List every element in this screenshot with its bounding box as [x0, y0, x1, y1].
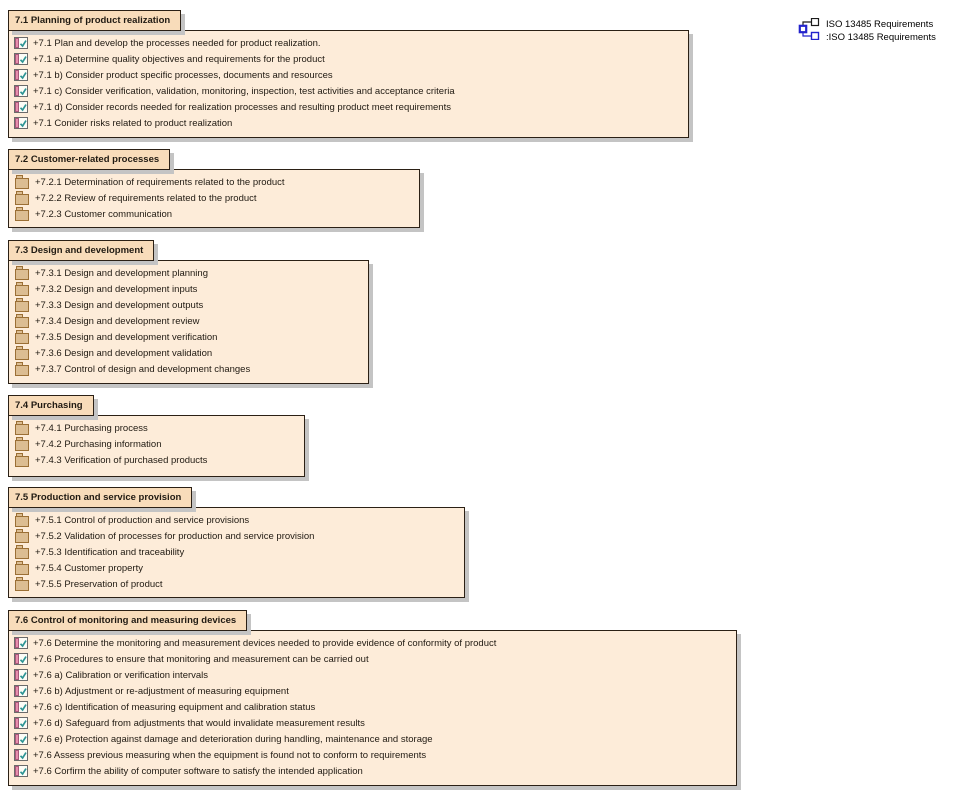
requirement-item[interactable] [9, 747, 736, 763]
item-label: +7.5.5 Preservation of product [35, 578, 163, 590]
package-icon [14, 297, 30, 313]
item-label: +7.5.1 Control of production and service provisions [35, 514, 250, 526]
package-item[interactable] [9, 281, 368, 297]
item-label: +7.6 Procedures to ensure that monitoring and measurement can be carried out [33, 653, 369, 665]
package-body[interactable] [8, 30, 689, 138]
package-icon [14, 528, 30, 544]
package-item[interactable] [9, 528, 464, 544]
requirement-item[interactable] [9, 651, 736, 667]
item-label: +7.5.2 Validation of processes for production and service provision [35, 530, 315, 542]
composite-diagram-icon [798, 18, 820, 45]
item-label: +7.5.3 Identification and traceability [35, 546, 185, 558]
requirement-icon [14, 653, 28, 665]
package-tab[interactable] [8, 240, 154, 261]
package-title: 7.1 Planning of product realization [15, 15, 171, 26]
package-item[interactable] [9, 361, 368, 377]
package-tab[interactable] [8, 610, 247, 631]
item-label: +7.3.6 Design and development validation [35, 347, 213, 359]
package-body[interactable] [8, 169, 420, 228]
package-icon [14, 452, 30, 468]
item-label: +7.3.4 Design and development review [35, 315, 200, 327]
package-title: 7.3 Design and development [15, 245, 144, 256]
legend-diagram-name: :ISO 13485 Requirements [826, 32, 936, 43]
package-7.2[interactable] [8, 149, 420, 228]
requirement-item[interactable] [9, 51, 688, 67]
package-icon [14, 206, 30, 222]
package-tab[interactable] [8, 487, 192, 508]
package-body[interactable] [8, 630, 737, 786]
package-icon [14, 345, 30, 361]
package-item[interactable] [9, 560, 464, 576]
requirement-item[interactable] [9, 763, 736, 779]
package-item[interactable] [9, 313, 368, 329]
package-title: 7.2 Customer-related processes [15, 154, 160, 165]
requirement-icon [14, 117, 28, 129]
item-label: +7.6 Determine the monitoring and measurement devices needed to provide evidence of conformity of product [33, 637, 497, 649]
requirement-icon [14, 749, 28, 761]
item-label: +7.3.2 Design and development inputs [35, 283, 198, 295]
item-label: +7.3.1 Design and development planning [35, 267, 208, 279]
package-item[interactable] [9, 420, 304, 436]
requirement-icon [14, 733, 28, 745]
requirement-icon [14, 717, 28, 729]
package-icon [14, 329, 30, 345]
package-icon [14, 544, 30, 560]
package-item[interactable] [9, 329, 368, 345]
requirement-item[interactable] [9, 683, 736, 699]
package-icon [14, 281, 30, 297]
item-label: +7.2.1 Determination of requirements related to the product [35, 176, 285, 188]
package-body[interactable] [8, 260, 369, 384]
requirement-icon [14, 69, 28, 81]
package-7.6[interactable] [8, 610, 737, 786]
requirement-item[interactable] [9, 715, 736, 731]
item-label: +7.2.3 Customer communication [35, 208, 173, 220]
item-label: +7.3.5 Design and development verification [35, 331, 218, 343]
item-label: +7.6 Corfirm the ability of computer software to satisfy the intended application [33, 765, 363, 777]
requirement-item[interactable] [9, 99, 688, 115]
requirement-item[interactable] [9, 83, 688, 99]
package-tab[interactable] [8, 10, 181, 31]
item-label: +7.1 c) Consider verification, validation, monitoring, inspection, test activities and acceptance criteria [33, 85, 455, 97]
item-label: +7.6 c) Identification of measuring equipment and calibration status [33, 701, 316, 713]
package-title: 7.6 Control of monitoring and measuring devices [15, 615, 237, 626]
package-item[interactable] [9, 345, 368, 361]
requirement-icon [14, 685, 28, 697]
package-item[interactable] [9, 206, 419, 222]
requirement-icon [14, 701, 28, 713]
requirement-item[interactable] [9, 635, 736, 651]
package-tab[interactable] [8, 395, 94, 416]
package-title: 7.5 Production and service provision [15, 492, 182, 503]
package-item[interactable] [9, 544, 464, 560]
requirement-item[interactable] [9, 731, 736, 747]
item-label: +7.1 Plan and develop the processes needed for product realization. [33, 37, 321, 49]
item-label: +7.2.2 Review of requirements related to the product [35, 192, 257, 204]
package-item[interactable] [9, 174, 419, 190]
item-label: +7.4.2 Purchasing information [35, 438, 162, 450]
requirement-item[interactable] [9, 115, 688, 131]
requirement-icon [14, 37, 28, 49]
requirement-item[interactable] [9, 35, 688, 51]
requirement-icon [14, 85, 28, 97]
item-label: +7.5.4 Customer property [35, 562, 143, 574]
package-item[interactable] [9, 512, 464, 528]
requirement-icon [14, 101, 28, 113]
requirement-icon [14, 765, 28, 777]
package-7.4[interactable] [8, 395, 305, 477]
package-item[interactable] [9, 265, 368, 281]
package-item[interactable] [9, 190, 419, 206]
package-body[interactable] [8, 507, 465, 598]
diagram-legend[interactable] [798, 18, 936, 45]
package-item[interactable] [9, 436, 304, 452]
item-label: +7.4.3 Verification of purchased products [35, 454, 208, 466]
item-label: +7.1 d) Consider records needed for realization processes and resulting product meet requirements [33, 101, 451, 113]
item-label: +7.6 b) Adjustment or re-adjustment of measuring equipment [33, 685, 289, 697]
item-label: +7.6 d) Safeguard from adjustments that would invalidate measurement results [33, 717, 365, 729]
requirement-item[interactable] [9, 667, 736, 683]
package-item[interactable] [9, 452, 304, 468]
package-icon [14, 420, 30, 436]
item-label: +7.1 a) Determine quality objectives and requirements for the product [33, 53, 325, 65]
requirement-icon [14, 637, 28, 649]
package-title: 7.4 Purchasing [15, 400, 83, 411]
item-label: +7.6 Assess previous measuring when the equipment is found not to conform to requirements [33, 749, 427, 761]
item-label: +7.1 Conider risks related to product realization [33, 117, 233, 129]
item-label: +7.3.7 Control of design and development changes [35, 363, 251, 375]
package-icon [14, 174, 30, 190]
package-icon [14, 436, 30, 452]
requirement-item[interactable] [9, 67, 688, 83]
package-item[interactable] [9, 297, 368, 313]
requirement-item[interactable] [9, 699, 736, 715]
package-icon [14, 560, 30, 576]
package-7.1[interactable] [8, 10, 689, 138]
package-tab[interactable] [8, 149, 170, 170]
item-label: +7.3.3 Design and development outputs [35, 299, 204, 311]
package-icon [14, 512, 30, 528]
item-label: +7.6 e) Protection against damage and deterioration during handling, maintenance and storage [33, 733, 433, 745]
package-7.5[interactable] [8, 487, 465, 598]
package-icon [14, 313, 30, 329]
item-label: +7.4.1 Purchasing process [35, 422, 148, 434]
package-item[interactable] [9, 576, 464, 592]
package-icon [14, 265, 30, 281]
requirement-icon [14, 669, 28, 681]
package-body[interactable] [8, 415, 305, 477]
package-icon [14, 361, 30, 377]
item-label: +7.1 b) Consider product specific processes, documents and resources [33, 69, 333, 81]
package-icon [14, 576, 30, 592]
package-7.3[interactable] [8, 240, 369, 384]
legend-object-name: ISO 13485 Requirements [826, 19, 934, 30]
package-icon [14, 190, 30, 206]
item-label: +7.6 a) Calibration or verification intervals [33, 669, 209, 681]
requirement-icon [14, 53, 28, 65]
